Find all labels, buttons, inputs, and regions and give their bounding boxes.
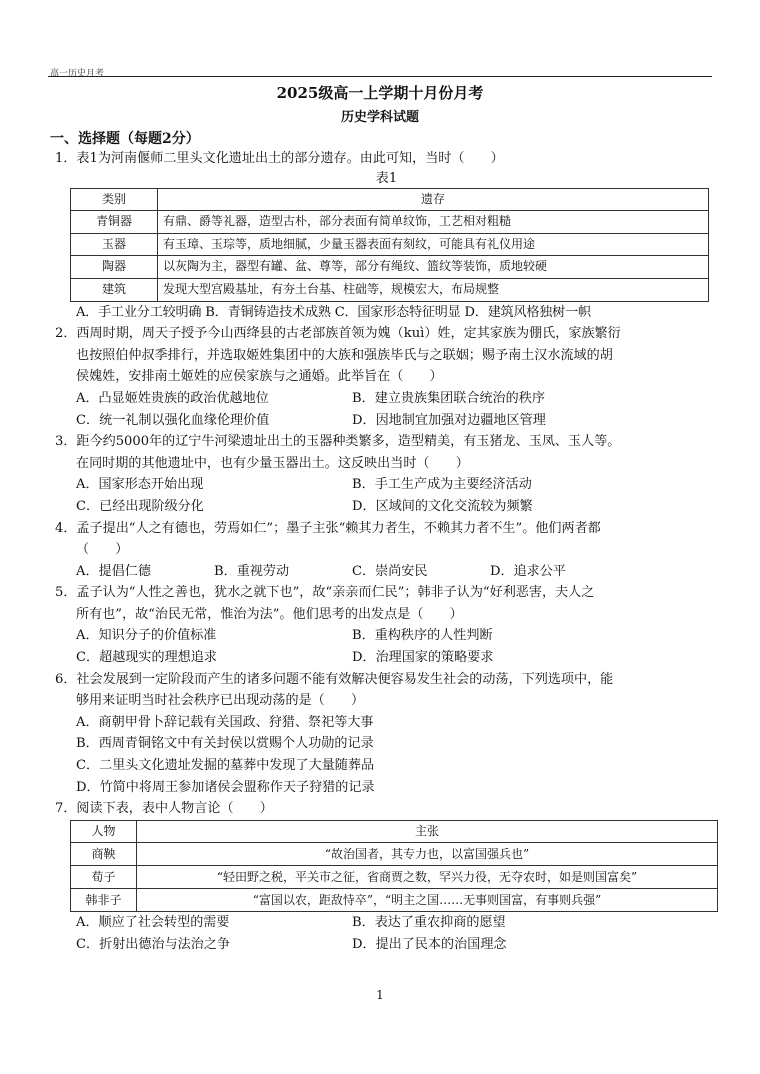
option-a: A．国家形态开始出现	[76, 477, 204, 493]
table-row	[71, 866, 718, 889]
option-a: A．知识分子的价值标准	[76, 628, 217, 644]
table-cell: 玉器	[71, 233, 158, 256]
exam-title: 2025级高一上学期十月份月考	[276, 84, 484, 102]
question-stem-cont: （ ）	[76, 542, 129, 558]
table-cell: 以灰陶为主，器型有罐、盆、尊等，部分有绳纹、篮纹等装饰，质地较硬	[158, 256, 709, 279]
running-header: 高一历史月考	[50, 69, 105, 79]
header-rule	[48, 76, 712, 77]
option-b: B．建立贵族集团联合统治的秩序	[352, 390, 545, 406]
table-cell: 青铜器	[71, 211, 158, 234]
table-cell: “轻田野之税，平关市之征，省商贾之数，罕兴力役，无夺农时，如是则国富矣”	[137, 866, 718, 889]
question-stem: 3．距今约5000年的辽宁牛河梁遗址出土的玉器种类繁多，造型精美，有玉猪龙、玉凤、玉人等。	[55, 434, 621, 450]
option-c: C．二里头文化遗址发掘的墓葬中发现了大量随葬品	[76, 758, 375, 774]
option-b: B．重构秩序的人性判断	[352, 628, 493, 644]
option-d: D．因地制宜加强对边疆地区管理	[352, 412, 546, 428]
option-d: D．竹简中将周王参加诸侯会盟称作天子狩猎的记录	[76, 779, 375, 795]
quotes-table	[70, 820, 718, 913]
table-header-row	[71, 820, 718, 843]
option-c: C．崇尚安民	[352, 563, 428, 579]
option-b: B．手工生产成为主要经济活动	[352, 477, 532, 493]
option-a: A．凸显姬姓贵族的政治优越地位	[76, 390, 269, 406]
question-7	[55, 798, 718, 955]
table-row	[71, 256, 709, 279]
answer-options	[55, 388, 718, 431]
table-header: 类别	[71, 188, 158, 211]
table-cell: 陶器	[71, 256, 158, 279]
question-stem: 6．社会发展到一定阶段而产生的诸多问题不能有效解决便容易发生社会的动荡，下列选项中，能	[55, 671, 614, 687]
question-3	[55, 431, 718, 517]
question-stem-cont: 所有也”，故“治民无常，惟治为法”。他们思考的出发点是（ ）	[76, 606, 463, 622]
answer-options	[55, 474, 718, 517]
question-stem: 7．阅读下表，表中人物言论（ ）	[55, 801, 273, 817]
table-cell: “富国以农，距敌恃卒”，“明主之国……无事则国富，有事则兵强”	[137, 889, 718, 912]
table-row	[71, 233, 709, 256]
option-d: D．区域间的文化交流较为频繁	[352, 498, 533, 514]
answer-options	[55, 561, 718, 583]
answer-options	[55, 912, 718, 955]
question-stem: 1．表1为河南偃师二里头文化遗址出土的部分遗存。由此可知，当时（ ）	[55, 151, 504, 166]
table-cell: 有玉璋、玉琮等，质地细腻，少量玉器表面有刻纹，可能具有礼仪用途	[158, 233, 709, 256]
question-stem: 4．孟子提出“人之有德也，劳焉如仁”；墨子主张“赖其力者生，不赖其力者不生”。他们两者都	[55, 520, 601, 536]
option-a: A．顺应了社会转型的需要	[76, 915, 230, 931]
page-number: 1	[376, 988, 384, 1002]
question-stem-cont: 侯媿姓，安排南土姬姓的应侯家族与之通婚。此举旨在（ ）	[76, 369, 443, 385]
option-d: D．提出了民本的治国理念	[352, 937, 507, 952]
question-stem-cont: 够用来证明当时社会秩序已出现动荡的是（ ）	[76, 693, 365, 709]
answer-options: A．手工业分工较明确 B．青铜铸造技术成熟 C．国家形态特征明显 D．建筑风格独树一帜	[76, 304, 591, 320]
option-c: C．统一礼制以强化血缘伦理价值	[76, 412, 270, 428]
table-header-row	[71, 188, 709, 211]
question-list	[55, 148, 718, 956]
section-heading: 一、选择题（每题2分）	[50, 131, 200, 147]
option-a: A．商朝甲骨卜辞记载有关国政、狩猎、祭祀等大事	[76, 714, 374, 730]
table-row	[71, 211, 709, 234]
table-row	[71, 278, 709, 301]
option-c: C．已经出现阶级分化	[76, 498, 204, 514]
answer-options	[55, 625, 718, 668]
question-5	[55, 582, 718, 668]
option-d: D．治理国家的策略要求	[352, 650, 494, 666]
question-stem-cont: 在同时期的其他遗址中，也有少量玉器出土。这反映出当时（ ）	[76, 455, 469, 471]
question-4	[55, 518, 718, 583]
table-cell: 商鞅	[71, 843, 137, 866]
question-stem-cont: 也按照伯仲叔季排行，并选取姬姓集团中的大族和强族毕氏与之联姻；赐予南土汉水流域的胡	[76, 347, 613, 363]
table-cell: 韩非子	[71, 889, 137, 912]
question-6	[55, 669, 718, 799]
question-stem: 2．西周时期，周天子授予今山西绛县的古老部族首领为媿（kuì）姓，定其家族为倗氏，家族繁衍	[55, 326, 621, 342]
table-row	[71, 889, 718, 912]
exam-subtitle: 历史学科试题	[340, 110, 419, 125]
table-header: 人物	[71, 820, 137, 843]
table-cell: 建筑	[71, 278, 158, 301]
option-a: A．提倡仁德	[76, 563, 151, 579]
option-b: B．表达了重农抑商的愿望	[352, 915, 506, 931]
question-1	[55, 148, 718, 323]
table-cell: “故治国者，其专力也，以富国强兵也”	[137, 843, 718, 866]
table-caption: 表1	[375, 170, 398, 186]
table-cell: 荀子	[71, 866, 137, 889]
table-cell: 有鼎、爵等礼器，造型古朴，部分表面有简单纹饰，工艺相对粗糙	[158, 211, 709, 234]
table-cell: 发现大型宫殿基址，有夯土台基、柱础等，规模宏大，布局规整	[158, 278, 709, 301]
option-d: D．追求公平	[490, 563, 566, 579]
table-header: 遗存	[158, 188, 709, 211]
option-b: B．西周青铜铭文中有关封侯以赏赐个人功勋的记录	[76, 736, 374, 752]
option-c: C．超越现实的理想追求	[76, 650, 217, 666]
table-row	[71, 843, 718, 866]
table-header: 主张	[137, 820, 718, 843]
option-c: C．折射出德治与法治之争	[76, 937, 231, 952]
question-stem: 5．孟子认为“人性之善也，犹水之就下也”，故“亲亲而仁民”；韩非子认为“好利恶害，夫人之	[55, 585, 595, 601]
question-2	[55, 323, 718, 431]
relics-table	[70, 188, 709, 302]
option-b: B．重视劳动	[214, 563, 290, 579]
